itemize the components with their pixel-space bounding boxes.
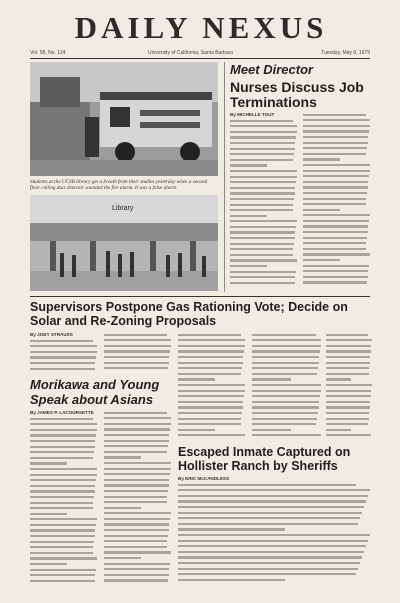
section-rule [30,296,370,297]
text-line [326,433,372,439]
text-line [30,578,98,584]
gas-column-4 [252,332,322,442]
nurses-headline: Nurses Discuss Job Terminations [230,79,364,110]
photo-caption: Students at the UCSB library get a breath from their studies yesterday when a second floor ceiling duct detector sounded the fire alarm. It was a false alarm. [30,179,208,192]
gas-column-1 [30,338,98,374]
meet-director-section: Meet Director [230,62,314,77]
text-line [104,366,172,372]
text-line [30,366,98,372]
text-line [178,577,372,583]
gas-column-5 [326,332,372,442]
publisher-line: University of California, Santa Barbara [148,50,234,56]
volume-number: Vol. 58, No. 124 [30,50,66,56]
text-line [303,280,371,286]
inmate-column [178,482,372,588]
library-photo [30,195,218,291]
inmate-headline: Escaped Inmate Captured on Hollister Ranch by Sheriffs [178,445,351,473]
gas-byline: By JODY STRAUSS [30,332,73,337]
masthead [28,10,374,46]
text-line [178,433,246,439]
fire-engine-photo [30,62,218,176]
library-sign: Library [112,205,134,212]
masthead-title: DAILY NEXUS [74,10,328,45]
gas-rationing-headline: Supervisors Postpone Gas Rationing Vote; Decide on Solar and Re-Zoning Proposals [30,300,348,328]
nurses-column-1 [230,118,298,290]
dateline [30,48,370,58]
text-line [104,578,172,584]
issue-date: Tuesday, May 8, 1979 [321,50,370,56]
gas-column-2 [104,332,172,374]
morikawa-byline: By JAMES P. LACOURSETTE [30,410,94,415]
masthead-rule [30,58,370,59]
text-line [252,433,322,439]
nurses-byline: By MICHELLE TOUT [230,112,275,117]
morikawa-column-2 [104,410,172,588]
morikawa-headline: Morikawa and Young Speak about Asians [30,377,160,407]
morikawa-column-1 [30,416,98,588]
text-line [230,280,298,286]
inmate-byline: By ERIC McCANDLESS [178,476,230,481]
nurses-column-2 [303,112,371,290]
column-rule [224,62,225,292]
gas-column-3 [178,332,246,442]
